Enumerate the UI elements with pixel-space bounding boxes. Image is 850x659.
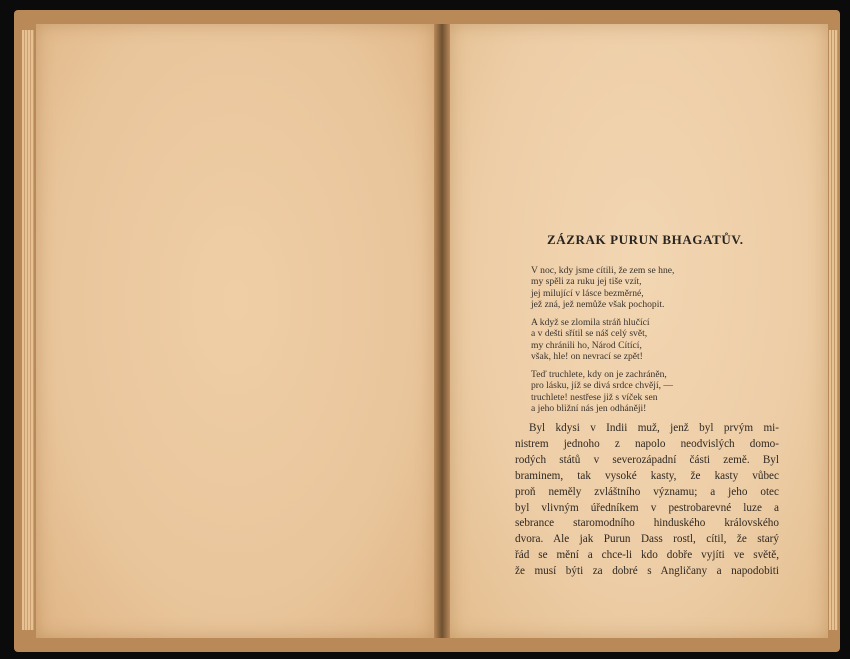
- paragraph-line: braminem, tak vysoké kasty, že kasty vůbec: [515, 469, 779, 482]
- poem-line: my chránili ho, Národ Cítící,: [531, 339, 642, 351]
- paragraph-line: řád se mění a chce-li kdo dobře vyjíti ve světě,: [515, 549, 779, 562]
- poem-line: však, hle! on nevrací se zpět!: [531, 350, 643, 362]
- poem-stanza-1: [531, 265, 674, 310]
- paragraph-line: byl vlivným úředníkem v pestrobarevné luze a: [515, 501, 779, 514]
- right-page: [450, 24, 828, 638]
- paragraph-line: dvora. Ale jak Purun Dass rostl, cítil, že starý: [515, 533, 779, 546]
- paragraph-line: nistrem jednoho z napolo neodvislých domo-: [515, 437, 779, 450]
- open-book: [14, 10, 840, 652]
- poem-line: my spěli za ruku jej tiše vzít,: [531, 276, 642, 288]
- paragraph-line: rodých států v severozápadní části země. Byl: [515, 453, 779, 466]
- poem-line: truchlete! nestřese již s víček sen: [531, 391, 658, 403]
- poem-line: pro lásku, jíž se divá srdce chvějí, —: [531, 380, 673, 392]
- poem-stanza-2: [531, 317, 650, 362]
- left-page-blank: [36, 24, 435, 638]
- poem-line: jej milující v lásce bezměrné,: [531, 287, 644, 299]
- poem-line: a v dešti sřítil se náš celý svět,: [531, 328, 648, 340]
- paragraph-line: proň neměly zvláštního významu; a jeho otec: [515, 485, 779, 498]
- paragraph-line: že musí býti za dobré s Angličany a napodobiti: [515, 565, 779, 578]
- body-paragraph: [515, 421, 779, 580]
- paragraph-line: sebrance staromodního hinduského královského: [515, 517, 779, 530]
- poem-stanza-3: [531, 369, 673, 414]
- book-gutter: [434, 24, 450, 638]
- paragraph-line: Byl kdysi v Indii muž, jenž byl prvým mi-: [529, 422, 779, 434]
- chapter-title: ZÁZRAK PURUN BHAGATŮV.: [547, 232, 744, 247]
- poem-line: jež zná, jež nemůže však pochopit.: [531, 298, 665, 310]
- poem-line: Teď truchlete, kdy on je zachráněn,: [531, 369, 667, 380]
- poem-line: A když se zlomila stráň hlučící: [531, 317, 650, 328]
- poem-line: V noc, kdy jsme cítili, že zem se hne,: [531, 265, 675, 276]
- poem-line: a jeho bližní nás jen odháněji!: [531, 402, 647, 414]
